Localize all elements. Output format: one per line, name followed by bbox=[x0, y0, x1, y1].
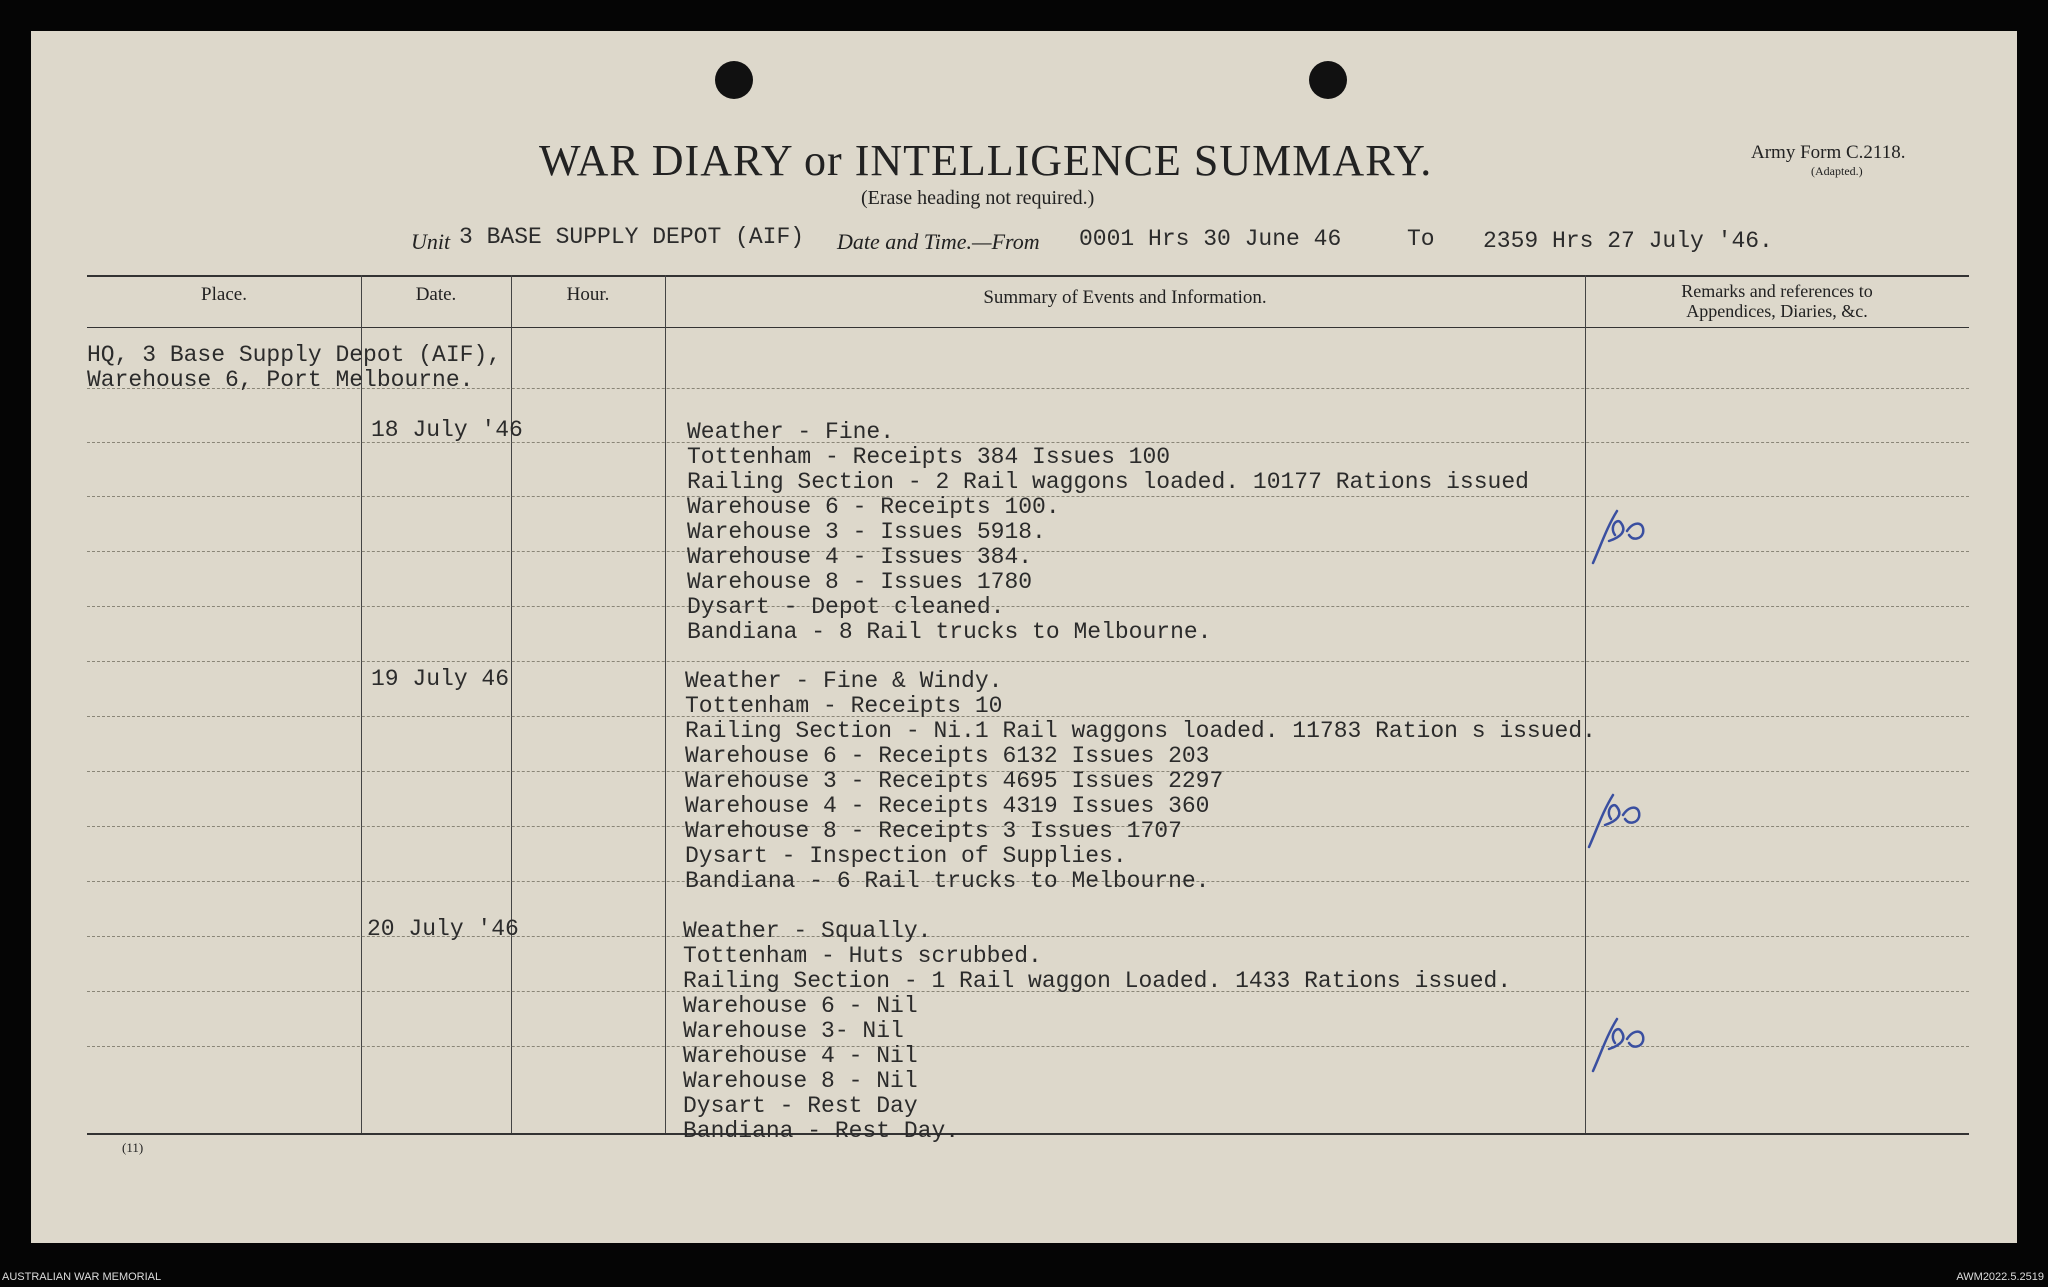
summary-line: Warehouse 3 - Receipts 4695 Issues 2297 bbox=[685, 768, 1224, 794]
archive-credit: AUSTRALIAN WAR MEMORIAL bbox=[2, 1271, 162, 1283]
header-bottom-border bbox=[87, 327, 1969, 328]
column-divider-place bbox=[361, 275, 362, 1133]
summary-line: Tottenham - Huts scrubbed. bbox=[683, 943, 1042, 969]
punch-hole-right bbox=[1309, 61, 1347, 99]
summary-line: Weather - Squally. bbox=[683, 918, 932, 944]
form-title: WAR DIARY or INTELLIGENCE SUMMARY. bbox=[539, 136, 1433, 185]
entry-summary bbox=[685, 669, 1596, 894]
summary-line: Warehouse 3 - Issues 5918. bbox=[687, 519, 1046, 545]
summary-line: Warehouse 4 - Issues 384. bbox=[687, 544, 1033, 570]
adapted-label: (Adapted.) bbox=[1811, 164, 1863, 178]
to-value: 2359 Hrs 27 July '46. bbox=[1483, 228, 1773, 254]
unit-value: 3 BASE SUPPLY DEPOT (AIF) bbox=[459, 224, 805, 250]
diary-page bbox=[31, 31, 2017, 1243]
summary-line: Warehouse 8 - Nil bbox=[683, 1068, 918, 1094]
summary-line: Warehouse 8 - Issues 1780 bbox=[687, 569, 1033, 595]
entry-summary bbox=[683, 919, 1511, 1144]
place-line-2: Warehouse 6, Port Melbourne. bbox=[87, 367, 474, 393]
summary-line: Bandiana - 8 Rail trucks to Melbourne. bbox=[687, 619, 1212, 645]
place-line-1: HQ, 3 Base Supply Depot (AIF), bbox=[87, 342, 502, 368]
header-remarks-line1: Remarks and references to bbox=[1681, 281, 1873, 301]
handwritten-initials bbox=[1587, 501, 1657, 571]
summary-line: Tottenham - Receipts 384 Issues 100 bbox=[687, 444, 1171, 470]
datetime-label: Date and Time.—From bbox=[837, 229, 1040, 254]
summary-line: Warehouse 6 - Receipts 6132 Issues 203 bbox=[685, 743, 1210, 769]
summary-line: Warehouse 3- Nil bbox=[683, 1018, 904, 1044]
from-value: 0001 Hrs 30 June 46 bbox=[1079, 226, 1342, 252]
punch-hole-left bbox=[715, 61, 753, 99]
summary-line: Weather - Fine & Windy. bbox=[685, 668, 1003, 694]
summary-line: Dysart - Rest Day bbox=[683, 1093, 918, 1119]
header-place: Place. bbox=[201, 284, 247, 305]
header-remarks-line2: Appendices, Diaries, &c. bbox=[1686, 301, 1868, 321]
table-top-border bbox=[87, 275, 1969, 277]
form-number: (11) bbox=[122, 1140, 144, 1155]
entry-summary bbox=[687, 420, 1529, 645]
header-date: Date. bbox=[415, 284, 457, 305]
entry-date: 18 July '46 bbox=[371, 417, 523, 443]
summary-line: Bandiana - Rest Day. bbox=[683, 1118, 960, 1144]
entry-date: 20 July '46 bbox=[367, 916, 519, 942]
column-divider-hour bbox=[665, 275, 666, 1133]
army-form-label: Army Form C.2118. bbox=[1751, 142, 1906, 163]
header-summary: Summary of Events and Information. bbox=[983, 287, 1267, 308]
summary-line: Tottenham - Receipts 10 bbox=[685, 693, 1003, 719]
summary-line: Warehouse 4 - Nil bbox=[683, 1043, 918, 1069]
summary-line: Warehouse 8 - Receipts 3 Issues 1707 bbox=[685, 818, 1182, 844]
summary-line: Railing Section - 2 Rail waggons loaded. 10177 Rations issued bbox=[687, 469, 1529, 495]
handwritten-initials bbox=[1587, 1009, 1657, 1079]
handwritten-initials bbox=[1583, 783, 1653, 853]
header-hour: Hour. bbox=[566, 284, 610, 305]
summary-line: Dysart - Depot cleaned. bbox=[687, 594, 1005, 620]
to-label: To bbox=[1407, 226, 1435, 252]
summary-line: Warehouse 6 - Nil bbox=[683, 993, 918, 1019]
archive-reference: AWM2022.5.2519 bbox=[1956, 1271, 2044, 1283]
summary-line: Warehouse 4 - Receipts 4319 Issues 360 bbox=[685, 793, 1210, 819]
summary-line: Warehouse 6 - Receipts 100. bbox=[687, 494, 1060, 520]
summary-line: Railing Section - Ni.1 Rail waggons loaded. 11783 Ration s issued. bbox=[685, 718, 1596, 744]
summary-line: Railing Section - 1 Rail waggon Loaded. 1433 Rations issued. bbox=[683, 968, 1512, 994]
summary-line: Dysart - Inspection of Supplies. bbox=[685, 843, 1127, 869]
erase-note: (Erase heading not required.) bbox=[861, 187, 1095, 209]
summary-line: Weather - Fine. bbox=[687, 419, 895, 445]
column-divider-date bbox=[511, 275, 512, 1133]
entry-date: 19 July 46 bbox=[371, 666, 510, 692]
summary-line: Bandiana - 6 Rail trucks to Melbourne. bbox=[685, 868, 1210, 894]
unit-label: Unit bbox=[411, 229, 451, 254]
ruled-line bbox=[87, 661, 1969, 662]
